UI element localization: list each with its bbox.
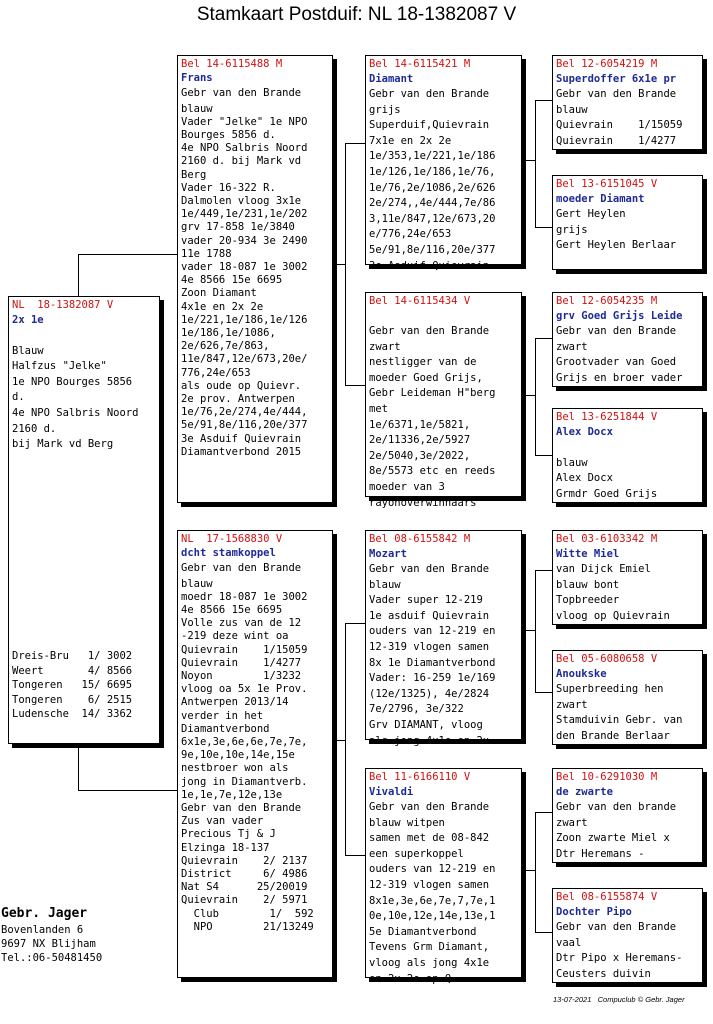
info-line: 8x 1e Diamantverbond [369,656,496,669]
connector-line [535,812,552,813]
info-line: Tevens Grm Diamant, [369,941,490,954]
info-line: 2e/5040,3e/2022, [369,449,471,462]
info-line: 2e/626,7e/863, [181,340,270,353]
info-lines [181,562,329,934]
info-line: 2e prov. Antwerpen [181,393,295,406]
info-line: blauw [181,102,213,115]
info-line: zwart [556,340,588,353]
info-line: 1e/449,1e/231,1e/202 [181,208,308,221]
info-line: NPO 21/13249 [181,920,314,933]
info-lines [369,87,518,274]
info-line: 6x1e,3e,6e,6e,7e,7e, [181,736,308,749]
great-grandparent-card[interactable] [552,888,703,983]
owner-address: Bovenlanden 6 [1,924,84,936]
connector-line [78,254,79,297]
info-line: 2160 d. [12,422,57,435]
info-line: 4e 8566 15e 6695 [181,274,283,287]
info-line: zwart [556,816,588,829]
info-line: 1e/76,2e/274,4e/444, [181,406,308,419]
info-line: Quievrain 1/15059 [556,119,683,132]
result-row: Ludensche 14/ 3362 [12,708,133,720]
info-line: Quievrain 1/15059 [181,643,308,656]
info-line: 9e,10e,10e,14e,15e [181,749,295,762]
info-line: jong in Diamantverb. [181,775,308,788]
info-line: Vader super 12-219 [369,594,483,607]
info-line: vader 20-934 3e 2490 [181,234,308,247]
pigeon-name: Superdoffer 6x1e pr [556,73,677,85]
info-line: Gebr van den Brande [181,802,302,815]
great-grandparent-card[interactable] [552,408,703,503]
info-lines [556,440,699,502]
info-line: Gert Heylen Berlaar [556,239,677,252]
info-line: vaal [556,936,582,949]
info-line: 8e/5573 etc en reeds [369,465,496,478]
info-line: ouders van 12-219 en [369,625,496,638]
connector-line [535,692,552,693]
info-line: Gebr van den Brande [369,801,490,813]
info-line: vloog op Quievrain [556,609,670,622]
footer-credit: 13-07-2021 Compuclub © Gebr. Jager [553,995,685,1004]
pigeon-name: Mozart [369,548,407,560]
info-line: rayonoverwinnaars [369,496,477,509]
father-card[interactable] [177,55,333,503]
pigeon-name: Diamant [369,73,414,85]
info-line: moeder van 3 [369,480,445,493]
info-lines [556,324,699,386]
grandfather-maternal-card[interactable] [365,530,522,747]
pigeon-name: moeder Diamant [556,193,645,205]
info-line: als oude op Quievr. [181,379,302,392]
info-line: 5e Diamantverbond [369,925,477,938]
info-line: vloog oa 5x 1e Prov. [181,683,308,696]
info-line: Gebr van den Brande [369,88,490,100]
connector-line [78,254,178,255]
info-line: 8x1e,3e,6e,7e,7,7e,1 [369,894,496,907]
info-line: Vader 16-322 R. [181,181,276,194]
info-line: 11e/847,12e/673,20e/ [181,353,308,366]
owner-name: Gebr. Jager [1,906,88,921]
connector-line [535,100,536,227]
info-lines [181,87,329,459]
owner-info [1,905,102,965]
info-line: Gert Heylen [556,208,626,220]
info-line [556,440,699,456]
ring-number: NL 17-1568830 V [181,533,283,545]
info-line: Gebr Leideman H"berg [369,387,496,400]
info-line: Blauw [12,344,44,357]
connector-line [535,570,552,571]
info-line: 1e/126,1e/186,1e/76, [369,165,496,178]
info-line: Zus van vader [181,815,264,828]
info-line: Quievrain 2/ 2137 [181,854,308,867]
info-line: e/776,24e/653 [369,228,452,241]
info-line: Dtr Heremans - [556,847,645,860]
info-line: 1e,1e,7e,12e,13e [181,788,283,801]
info-line: verder in het [181,709,264,722]
info-line: (12e/1325), 4e/2824 [369,687,490,700]
info-line: moeder Goed Grijs, [369,371,483,384]
info-line: Grmdr Goed Grijs [556,487,658,500]
info-line: bij Mark vd Berg [12,438,114,451]
grandfather-paternal-card[interactable] [365,55,522,272]
pigeon-name: Dochter Pipo [556,906,632,918]
info-line: Gebr van den Brande [556,88,677,100]
pigeon-name: Alex Docx [556,426,613,438]
ring-number: Bel 12-6054219 M [556,58,658,70]
pigeon-name: grv Goed Grijs Leide [556,310,683,322]
owner-phone: Tel.:06-50481450 [1,952,103,964]
connector-line [535,338,536,455]
info-lines [556,562,699,624]
info-line: 4x1e en 2x 2e [181,300,264,313]
ring-number: Bel 08-6155874 V [556,891,658,903]
info-line: blauw [556,456,588,469]
ring-number: Bel 10-6291030 M [556,771,658,783]
result-row: Tongeren 6/ 2515 [12,693,133,706]
info-line: Grijs en broer vader [556,371,683,384]
info-line: 2e/274,,4e/444,7e/86 [369,197,496,210]
pigeon-name: Vivaldi [369,786,414,798]
info-line [12,328,156,344]
info-line: grv 17-858 1e/3840 [181,221,295,234]
info-line: met [369,402,388,415]
info-line: een superkoppel [369,847,464,860]
great-grandparent-card[interactable] [552,292,703,387]
info-line: Precious Tj & J [181,828,276,841]
info-line: Diamantverbond 2015 [181,445,302,458]
result-row: Weert 4/ 8566 [12,664,133,677]
info-line: blauw [556,103,588,116]
info-line: grijs [369,103,401,116]
great-grandparent-card[interactable] [552,650,703,745]
info-line: 1e/353,1e/221,1e/186 [369,150,496,163]
info-line: 5e/91,8e/116,20e/377 [369,243,496,256]
info-line: den Brande Berlaar [556,729,670,742]
info-lines [556,682,699,744]
info-line: Superbreeding hen [556,683,664,695]
great-grandparent-card[interactable] [552,768,703,863]
info-line: 3e Asduif Quievrain [181,432,302,445]
ring-number: Bel 08-6155842 M [369,533,471,545]
connector-line [522,630,536,631]
connector-line [535,100,552,101]
results-list [12,649,132,722]
ring-number: Bel 05-6080658 V [556,653,658,665]
info-line: 0e,10e,12e,14e,13e,1 [369,910,496,923]
info-line: samen met de 08-842 [369,832,490,845]
info-line: Topbreeder [556,594,620,607]
info-line: blauw bont [556,578,620,591]
info-line: nestligger van de [369,356,477,369]
connector-line [78,743,79,790]
connector-line [535,812,536,932]
info-line: 5e/91,8e/116,20e/377 [181,419,308,432]
owner-city: 9697 NX Blijham [1,938,96,950]
connector-line [522,160,536,161]
grandmother-paternal-card[interactable] [365,292,522,509]
info-line: Noyon 1/3232 [181,670,302,683]
info-lines [556,920,699,982]
info-line: als jong 4x1e en 2x [369,734,490,747]
info-line: van Dijck Emiel [556,563,651,575]
info-line: 3e Asduif Quievrain [369,259,490,272]
info-line: Bourges 5856 d. [181,129,276,141]
info-line: 2160 d. bij Mark vd [181,155,302,168]
info-line: 11e 1788 [181,247,232,260]
info-line: District 6/ 4986 [181,868,308,881]
info-line: Vader "Jelke" 1e NPO [181,115,308,128]
great-grandparent-card[interactable] [552,55,703,150]
info-line: Elzinga 18-137 [181,841,270,854]
info-line: 4e 8566 15e 6695 [181,604,283,616]
ring-number: Bel 11-6166110 V [369,771,471,783]
pigeon-name: de zwarte [556,786,613,798]
info-line: Zoon Diamant [181,287,257,300]
info-line: Gebr van den Brande [556,325,677,337]
great-grandparent-card[interactable] [552,530,703,625]
info-line: Vader: 16-259 1e/169 [369,672,496,685]
info-line: Nat S4 25/20019 [181,881,308,894]
pigeon-name: 2x 1e [12,314,44,326]
connector-line [345,623,365,624]
great-grandparent-card[interactable] [552,175,703,270]
info-line: 12-319 vlogen samen [369,640,490,653]
ring-number: NL 18-1382087 V [12,299,114,311]
pigeon-name [369,308,518,324]
info-line: Grootvader van Goed [556,356,677,369]
info-line: blauw witpen [369,816,445,829]
info-line: blauw [369,578,401,591]
result-row: Dreis-Bru 1/ 3002 [12,650,133,662]
connector-line [78,790,178,791]
info-line: grijs [556,223,588,236]
info-line: blauw [181,577,213,590]
info-line: d. [12,391,25,404]
connector-line [535,227,552,228]
info-line: 1e/6371,1e/5821, [369,418,471,431]
ring-number: Bel 14-6115488 M [181,58,283,70]
info-line: Gebr van den Brande [181,562,302,574]
info-line: nestbroer won als [181,762,289,775]
connector-line [535,338,552,339]
info-lines [556,87,699,149]
ring-number: Bel 14-6115434 V [369,295,471,307]
pigeon-name: dcht stamkoppel [181,547,276,559]
info-line: 3,11e/847,12e/673,20 [369,212,496,225]
pigeon-name: Frans [181,72,213,84]
connector-line [522,395,536,396]
pigeon-name: Anoukske [556,668,607,680]
info-line: Berg [181,168,207,181]
connector-line [345,143,365,144]
info-line: 2e/11336,2e/5927 [369,434,471,447]
info-line: Superduif,Quievrain [369,119,490,132]
info-line: ouders van 12-219 en [369,863,496,876]
info-line: en 2x 2e op Q [369,972,452,985]
info-line: Quievrain 1/4277 [556,134,677,147]
info-line: Antwerpen 2013/14 [181,696,289,709]
info-line: 1e/186,1e/1086, [181,327,276,340]
info-line: vloog als jong 4x1e [369,956,490,969]
info-lines [369,562,518,749]
info-line: Dtr Pipo x Heremans- [556,952,683,965]
info-lines [556,800,699,862]
ring-number: Bel 13-6251844 V [556,411,658,423]
connector-line [345,855,365,856]
info-line: -219 deze wint oa [181,630,289,643]
connector-line [535,570,536,692]
pigeon-card[interactable] [8,296,160,744]
info-line: zwart [369,340,401,353]
mother-card[interactable] [177,530,333,978]
result-row: Tongeren 15/ 6695 [12,679,133,691]
info-line: vader 18-087 1e 3002 [181,261,308,274]
page-title: Stamkaart Postduif: NL 18-1382087 V [196,4,517,25]
info-line: Gebr van den brande [556,801,677,813]
connector-line [345,385,365,386]
info-line: Volle zus van de 12 [181,617,302,630]
connector-line [535,455,552,456]
info-line: Dalmolen vloog 3x1e [181,195,302,208]
info-line: Quievrain 2/ 5971 [181,894,308,907]
info-line: Zoon zwarte Miel x [556,832,670,845]
ring-number: Bel 13-6151045 V [556,178,658,190]
connector-line [522,870,536,871]
info-line: zwart [556,698,588,711]
info-line: 1e asduif Quievrain [369,609,490,622]
pigeon-name: Witte Miel [556,548,620,560]
info-line: Stamduivin Gebr. van [556,714,683,727]
info-line: Halfzus "Jelke" [12,360,107,373]
info-line: 7x1e en 2x 2e [369,134,452,147]
connector-line [333,740,346,741]
info-line: Gebr van den Brande [369,563,490,575]
info-line: Gebr van den Brande [181,87,302,99]
connector-line [333,264,346,265]
info-line: 776,24e/653 [181,366,251,379]
info-line: Diamantverbond [181,722,270,735]
connector-line [535,932,552,933]
info-line: Ceusters duivin [556,967,651,980]
ring-number: Bel 12-6054235 M [556,295,658,307]
info-line: moedr 18-087 1e 3002 [181,590,308,603]
info-line: 1e/221,1e/186,1e/126 [181,313,308,326]
info-line: 12-319 vlogen samen [369,878,490,891]
info-line: Gebr van den Brande [369,325,490,337]
ring-number: Bel 03-6103342 M [556,533,658,545]
info-line: Gebr van den Brande [556,921,677,933]
info-line: Alex Docx [556,472,613,485]
connector-line [345,623,346,855]
info-line: Club 1/ 592 [181,907,314,920]
grandmother-maternal-card[interactable] [365,768,522,985]
info-lines [556,207,699,254]
info-line: 7e/2796, 3e/322 [369,703,464,716]
info-line: 1e/76,2e/1086,2e/626 [369,181,496,194]
info-line: Quievrain 1/4277 [181,656,302,669]
info-lines [369,324,518,511]
info-lines [369,800,518,987]
info-line: 4e NPO Salbris Noord [12,406,139,419]
info-line: Grv DIAMANT, vloog [369,718,483,731]
info-line: 4e NPO Salbris Noord [181,142,308,155]
ring-number: Bel 14-6115421 M [369,58,471,70]
info-line: 1e NPO Bourges 5856 [12,375,133,388]
